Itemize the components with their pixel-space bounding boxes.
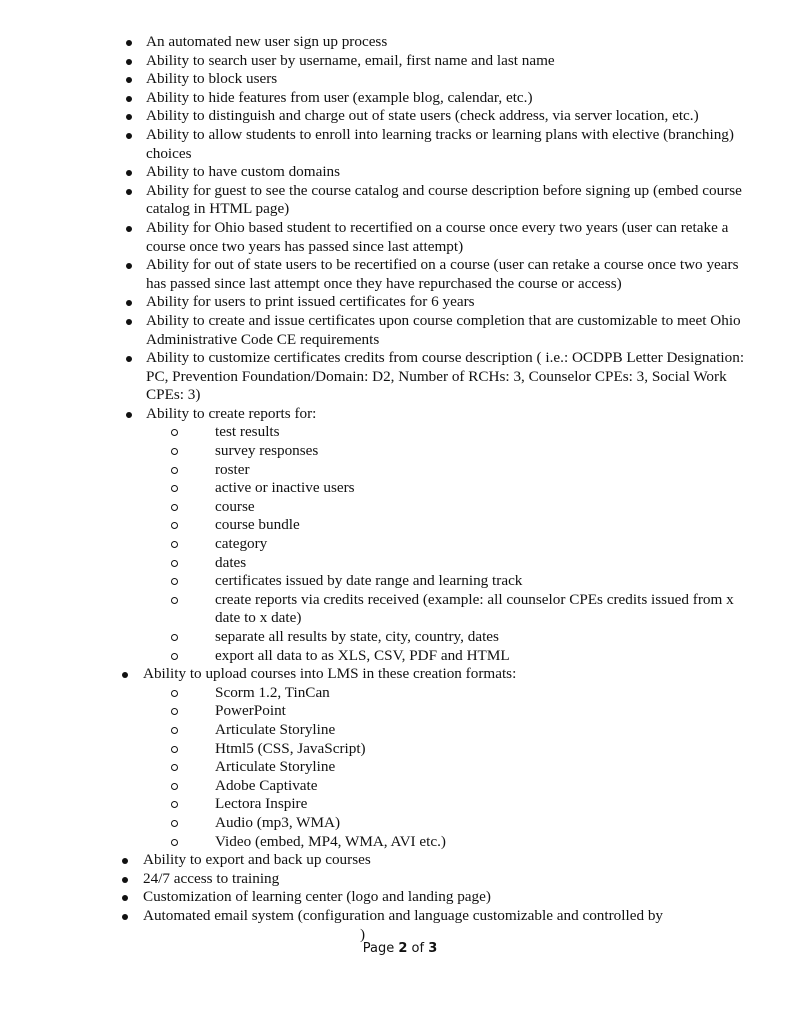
list-item: Ability to distinguish and charge out of state users (check address, via server location, etc.) [0,107,800,126]
list-item: Ability to customize certificates credits from course description ( i.e.: OCDPB Letter Designation: PC, Prevention Foundation/Domain: D2, Number of RCHs: 3, Counselor CPEs: 3, Social Work CPEs: 3) [0,349,800,405]
list-item: Ability to have custom domains [0,163,800,182]
list-item: Ability for Ohio based student to recertified on a course once every two years (user can retake a course once two years has passed since last attempt) [0,219,800,256]
circle-bullet-icon [171,429,178,436]
sub-list-item: Adobe Captivate [0,777,800,796]
sub-list-item: course bundle [0,516,800,535]
bullet-icon [126,96,132,102]
sub-list-item: Articulate Storyline [0,758,800,777]
bullet-icon [126,226,132,232]
requirements-list [0,33,800,944]
circle-bullet-icon [171,727,178,734]
circle-bullet-icon [171,578,178,585]
sub-list-item: test results [0,423,800,442]
bullet-icon [126,77,132,83]
sub-list-item: survey responses [0,442,800,461]
sub-list-item: Html5 (CSS, JavaScript) [0,740,800,759]
bullet-icon [126,356,132,362]
sub-list-item: export all data to as XLS, CSV, PDF and HTML [0,647,800,666]
list-item: Ability to export and back up courses [0,851,800,870]
bullet-icon [122,895,128,901]
reports-sublist [0,423,800,665]
sub-list-item: separate all results by state, city, country, dates [0,628,800,647]
bullet-icon [126,319,132,325]
list-item: Automated email system (configuration and language customizable and controlled by ) [0,907,800,944]
sub-list-item: create reports via credits received (example: all counselor CPEs credits issued from x date to x date) [0,591,800,628]
bullet-icon [126,170,132,176]
circle-bullet-icon [171,708,178,715]
list-item: Ability to search user by username, email, first name and last name [0,52,800,71]
bullet-icon [122,858,128,864]
list-item: Ability to allow students to enroll into learning tracks or learning plans with elective (branching) choices [0,126,800,163]
list-item: Ability for out of state users to be recertified on a course (user can retake a course once two years has passed since last attempt once they have repurchased the course or access) [0,256,800,293]
circle-bullet-icon [171,746,178,753]
reports-item: Ability to create reports for: [0,405,800,424]
uploads-sublist [0,684,800,851]
sub-list-item: Lectora Inspire [0,795,800,814]
bullet-icon [126,263,132,269]
list-item: Ability to create and issue certificates upon course completion that are customizable to meet Ohio Administrative Code CE requirements [0,312,800,349]
sub-list-item: roster [0,461,800,480]
sub-list-item: certificates issued by date range and learning track [0,572,800,591]
circle-bullet-icon [171,634,178,641]
item-continuation: ) [360,925,366,943]
circle-bullet-icon [171,839,178,846]
bullet-icon [126,59,132,65]
sub-list-item: Scorm 1.2, TinCan [0,684,800,703]
circle-bullet-icon [171,522,178,529]
circle-bullet-icon [171,485,178,492]
sub-list-item: Video (embed, MP4, WMA, AVI etc.) [0,833,800,852]
circle-bullet-icon [171,448,178,455]
bullet-icon [122,914,128,920]
bullet-icon [126,40,132,46]
bullet-icon [126,300,132,306]
list-item: Ability for users to print issued certificates for 6 years [0,293,800,312]
list-item: Ability for guest to see the course catalog and course description before signing up (embed course catalog in HTML page) [0,182,800,219]
circle-bullet-icon [171,801,178,808]
list-item: 24/7 access to training [0,870,800,889]
circle-bullet-icon [171,504,178,511]
circle-bullet-icon [171,764,178,771]
circle-bullet-icon [171,783,178,790]
sub-list-item: dates [0,554,800,573]
sub-list-item: PowerPoint [0,702,800,721]
page-number: Page 2 of 3 [362,941,438,956]
bullet-icon [126,412,132,418]
circle-bullet-icon [171,467,178,474]
bullet-icon [122,877,128,883]
circle-bullet-icon [171,653,178,660]
list-item: Customization of learning center (logo and landing page) [0,888,800,907]
list-item: Ability to block users [0,70,800,89]
bullet-icon [126,189,132,195]
list-item: Ability to hide features from user (example blog, calendar, etc.) [0,89,800,108]
sub-list-item: Articulate Storyline [0,721,800,740]
sub-list-item: Audio (mp3, WMA) [0,814,800,833]
bullet-icon [122,672,128,678]
uploads-item: Ability to upload courses into LMS in these creation formats: [0,665,800,684]
circle-bullet-icon [171,690,178,697]
bullet-icon [126,133,132,139]
sub-list-item: category [0,535,800,554]
circle-bullet-icon [171,597,178,604]
sub-list-item: course [0,498,800,517]
bullet-icon [126,114,132,120]
circle-bullet-icon [171,541,178,548]
circle-bullet-icon [171,820,178,827]
sub-list-item: active or inactive users [0,479,800,498]
circle-bullet-icon [171,560,178,567]
list-item: An automated new user sign up process [0,33,800,52]
